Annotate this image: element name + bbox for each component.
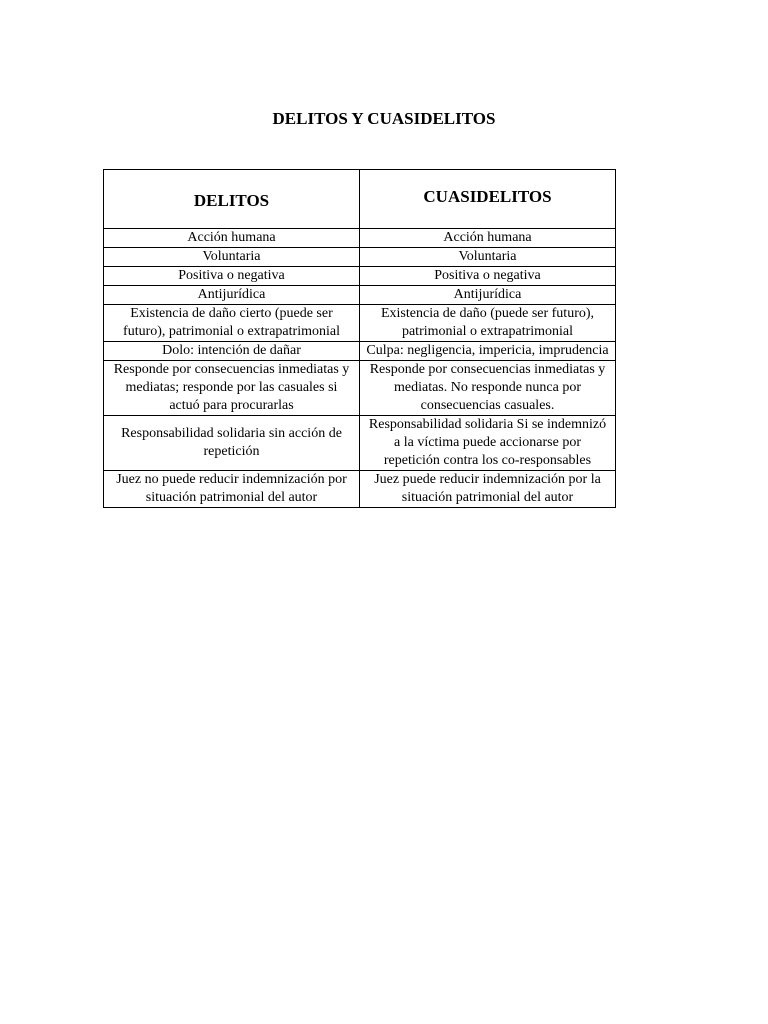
table-header-row xyxy=(104,170,616,229)
table-cell: Acción humana xyxy=(360,229,616,248)
table-row xyxy=(104,286,616,305)
table-cell: Voluntaria xyxy=(104,248,360,267)
table-cell: Positiva o negativa xyxy=(104,267,360,286)
table-cell: Culpa: negligencia, impericia, imprudencia xyxy=(360,342,616,361)
header-cuasidelitos-label: CUASIDELITOS xyxy=(423,187,552,206)
table-cell: Juez puede reducir indemnización por la situación patrimonial del autor xyxy=(360,471,616,508)
document-title: DELITOS Y CUASIDELITOS xyxy=(272,109,496,128)
table-cell: Existencia de daño cierto (puede ser futuro), patrimonial o extrapatrimonial xyxy=(104,305,360,342)
table-row xyxy=(104,471,616,508)
table-cell: Existencia de daño (puede ser futuro), patrimonial o extrapatrimonial xyxy=(360,305,616,342)
table-cell: Responde por consecuencias inmediatas y mediatas; responde por las casuales si actuó para procurarlas xyxy=(104,361,360,416)
table-cell: Acción humana xyxy=(104,229,360,248)
table-cell: Voluntaria xyxy=(360,248,616,267)
table-cell: Antijurídica xyxy=(104,286,360,305)
comparison-table xyxy=(103,169,616,508)
table-row xyxy=(104,267,616,286)
table-cell: Antijurídica xyxy=(360,286,616,305)
table-cell: Dolo: intención de dañar xyxy=(104,342,360,361)
table-cell: Juez no puede reducir indemnización por situación patrimonial del autor xyxy=(104,471,360,508)
header-cuasidelitos xyxy=(360,170,616,229)
table-cell: Responsabilidad solidaria Si se indemnizó a la víctima puede accionarse por repetición contra los co-responsables xyxy=(360,416,616,471)
table-row xyxy=(104,229,616,248)
table-row xyxy=(104,361,616,416)
table-row xyxy=(104,342,616,361)
table-row xyxy=(104,416,616,471)
table-cell: Positiva o negativa xyxy=(360,267,616,286)
header-delitos-label: DELITOS xyxy=(193,191,270,210)
table-cell: Responde por consecuencias inmediatas y mediatas. No responde nunca por consecuencias casuales. xyxy=(360,361,616,416)
table-cell: Responsabilidad solidaria sin acción de repetición xyxy=(104,416,360,471)
table-row xyxy=(104,305,616,342)
table-row xyxy=(104,248,616,267)
header-delitos xyxy=(104,170,360,229)
